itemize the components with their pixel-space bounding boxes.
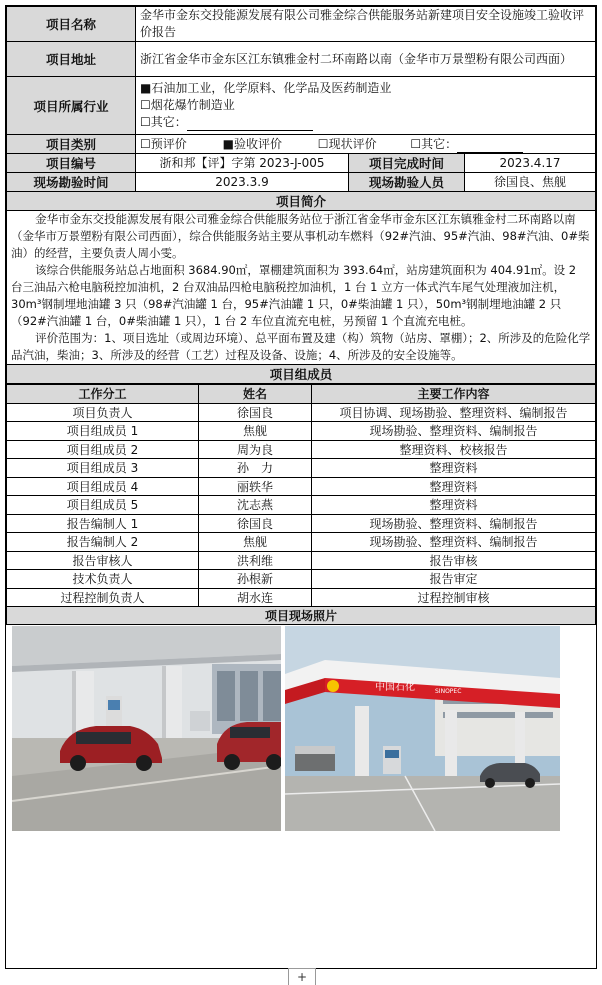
member-row: [7, 422, 596, 441]
category-option-1: ☐预评价: [140, 136, 187, 151]
checkbox-icon: ☐: [317, 136, 329, 151]
member-row: [7, 477, 596, 496]
checked-box-icon: ■: [140, 81, 152, 95]
survey-time: 2023.3.9: [136, 173, 349, 192]
member-name: 孙 力: [199, 459, 312, 478]
document-page: [5, 5, 597, 969]
member-row: [7, 570, 596, 589]
member-duty: 项目协调、现场勘验、整理资料、编制报告: [312, 403, 596, 422]
member-name: 焦舰: [199, 422, 312, 441]
member-row: [7, 514, 596, 533]
intro-paragraph-1: 金华市金东交投能源发展有限公司雅金综合供能服务站位于浙江省金华市金东区江东镇雅金村二环南路以南（金华市万景塑粉有限公司西面），综合供能服务站主要从事机动车燃料（92#汽油、95#汽油、98#汽油、0#柴油）的经营，主要负责人周小雯。: [11, 212, 590, 260]
intro-paragraph-2: 该综合供能服务站总占地面积 3684.90㎡，罩棚建筑面积为 393.64㎡，站房建筑面积为 404.91㎡。设 2 台三油品六枪电脑税控加油机，2 台双油品四枪电脑税控加油机，1 台 1 立方一体式汽车尾气处理液加注机，30m³钢制埋地油罐 3 只（98#汽油罐 1 台，95#汽油罐 1 只，0#柴油罐 1 只），50m³钢制埋地油罐 2 只（92#汽油罐 1 台，0#柴油罐 1 只），1 台 2 车位直流充电桩，另预留 1 个直流充电桩。: [11, 263, 577, 328]
category-options: [136, 135, 596, 154]
member-role: 项目组成员 4: [7, 477, 199, 496]
category-option-2: ■验收评价: [222, 136, 282, 151]
member-name: 胡水连: [199, 588, 312, 607]
member-duty: 整理资料、校核报告: [312, 440, 596, 459]
gas-station-canopy-photo: [12, 626, 281, 831]
member-duty: 过程控制审核: [312, 588, 596, 607]
category-label: 项目类别: [7, 135, 136, 154]
checked-box-icon: ■: [222, 136, 234, 151]
member-role: 过程控制负责人: [7, 588, 199, 607]
checkbox-icon: ☐: [410, 136, 422, 151]
intro-paragraph-3: 评价范围为：1、项目选址（或周边环境）、总平面布置及建（构）筑物（站房、罩棚）；2、所涉及的危险化学品汽油，柴油；3、所涉及的经营（工艺）过程及设备、设施；4、所涉及的安全设施等。: [11, 331, 591, 362]
project-no: 浙和邦【评】字第 2023-J-005: [136, 154, 349, 173]
member-name: 焦舰: [199, 533, 312, 552]
member-row: [7, 551, 596, 570]
station-sign-text: 中国石化: [375, 682, 415, 693]
member-duty: 整理资料: [312, 496, 596, 515]
member-duty: 现场勘验、整理资料、编制报告: [312, 514, 596, 533]
member-row: [7, 459, 596, 478]
member-role: 项目组成员 2: [7, 440, 199, 459]
project-no-label: 项目编号: [7, 154, 136, 173]
blank-line: [187, 116, 313, 131]
surveyors: 徐国良、焦舰: [465, 173, 596, 192]
category-option-3: ☐现状评价: [317, 136, 377, 151]
member-duty: 现场勘验、整理资料、编制报告: [312, 533, 596, 552]
members-body: [7, 403, 596, 607]
photos-area: [6, 625, 596, 908]
checkbox-icon: ☐: [140, 115, 151, 129]
site-photo-1: [12, 626, 281, 831]
station-sign-text-en: SINOPEC: [435, 688, 462, 695]
survey-time-label: 现场勘验时间: [7, 173, 136, 192]
member-name: 周为良: [199, 440, 312, 459]
member-duty: 整理资料: [312, 459, 596, 478]
finish-time: 2023.4.17: [465, 154, 596, 173]
members-table: [6, 384, 596, 625]
member-role: 项目组成员 1: [7, 422, 199, 441]
project-address-label: 项目地址: [7, 42, 136, 77]
member-name: 沈志燕: [199, 496, 312, 515]
member-role: 技术负责人: [7, 570, 199, 589]
members-title: 项目组成员: [7, 365, 596, 384]
project-name: 金华市金东交投能源发展有限公司雅金综合供能服务站新建项目安全设施竣工验收评价报告: [136, 7, 596, 42]
member-role: 项目负责人: [7, 403, 199, 422]
industry-option-1: ■石油加工业，化学原料、化学品及医药制造业: [140, 81, 392, 95]
checkbox-icon: ☐: [140, 136, 151, 151]
member-duty: 报告审定: [312, 570, 596, 589]
member-name: 徐国良: [199, 514, 312, 533]
photos-title: 项目现场照片: [7, 607, 596, 625]
industry-options: [136, 77, 596, 135]
column-header: 工作分工: [7, 385, 199, 404]
column-header: 主要工作内容: [312, 385, 596, 404]
member-row: [7, 533, 596, 552]
member-row: [7, 588, 596, 607]
member-role: 项目组成员 3: [7, 459, 199, 478]
info-table: [6, 6, 596, 384]
surveyors-label: 现场勘验人员: [349, 173, 465, 192]
project-name-label: 项目名称: [7, 7, 136, 42]
intro-title: 项目简介: [7, 192, 596, 211]
member-name: 孙根新: [199, 570, 312, 589]
intro-body: [7, 211, 596, 365]
column-header: 姓名: [199, 385, 312, 404]
members-header-row: [7, 385, 596, 404]
member-name: 徐国良: [199, 403, 312, 422]
member-duty: 报告审核: [312, 551, 596, 570]
checkbox-icon: ☐: [140, 98, 151, 112]
member-row: [7, 403, 596, 422]
category-option-4: ☐其它：: [410, 136, 523, 153]
project-address: 浙江省金华市金东区江东镇雅金村二环南路以南（金华市万景塑粉有限公司西面）: [136, 42, 596, 77]
member-name: 丽轶华: [199, 477, 312, 496]
member-role: 报告审核人: [7, 551, 199, 570]
member-name: 洪利维: [199, 551, 312, 570]
member-duty: 现场勘验、整理资料、编制报告: [312, 422, 596, 441]
site-photo-2: [285, 626, 560, 831]
member-row: [7, 496, 596, 515]
member-role: 项目组成员 5: [7, 496, 199, 515]
member-duty: 整理资料: [312, 477, 596, 496]
industry-option-2: ☐烟花爆竹制造业: [140, 98, 235, 112]
industry-label: 项目所属行业: [7, 77, 136, 135]
sinopec-station-photo: [285, 626, 560, 831]
member-role: 报告编制人 2: [7, 533, 199, 552]
page-add-marker[interactable]: +: [288, 968, 316, 985]
finish-time-label: 项目完成时间: [349, 154, 465, 173]
industry-option-3: ☐其它：: [140, 114, 591, 131]
member-role: 报告编制人 1: [7, 514, 199, 533]
blank-line: [457, 138, 523, 153]
member-row: [7, 440, 596, 459]
